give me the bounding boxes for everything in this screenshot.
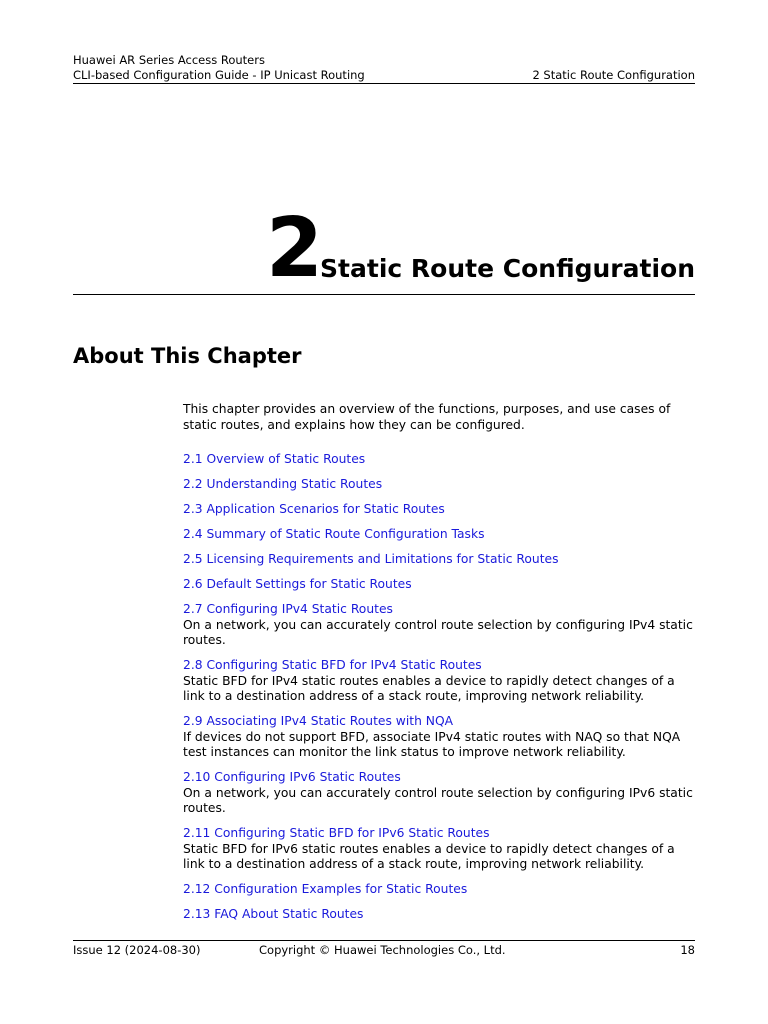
toc-entry (183, 714, 695, 761)
toc-link[interactable]: 2.2 Understanding Static Routes (183, 477, 383, 491)
toc-entry (183, 658, 695, 705)
header-chapter-ref: 2 Static Route Configuration (532, 68, 695, 82)
toc-link[interactable]: 2.10 Configuring IPv6 Static Routes (183, 770, 401, 784)
toc-entry (183, 502, 695, 518)
toc-entry (183, 552, 695, 568)
toc-description: On a network, you can accurately control route selection by configuring IPv4 static routes. (183, 617, 693, 647)
toc-link[interactable]: 2.4 Summary of Static Route Configuration Tasks (183, 527, 485, 541)
chapter-title: Static Route Configuration (320, 254, 695, 283)
toc-entry (183, 770, 695, 817)
page-number: 18 (680, 943, 695, 957)
footer-copyright: Copyright © Huawei Technologies Co., Ltd. (259, 943, 506, 957)
toc-link[interactable]: 2.12 Configuration Examples for Static Routes (183, 882, 468, 896)
header-product: Huawei AR Series Access Routers (73, 53, 265, 67)
toc-description: If devices do not support BFD, associate IPv4 static routes with NAQ so that NQA test instances can monitor the link status to improve network reliability. (183, 729, 681, 759)
chapter-contents (183, 402, 695, 932)
intro-paragraph: This chapter provides an overview of the functions, purposes, and use cases of static routes, and explains how they can be configured. (183, 402, 671, 432)
toc-list (183, 452, 695, 923)
toc-link[interactable]: 2.3 Application Scenarios for Static Routes (183, 502, 445, 516)
chapter-number: 2 (265, 201, 321, 296)
toc-entry (183, 826, 695, 873)
toc-link[interactable]: 2.5 Licensing Requirements and Limitations for Static Routes (183, 552, 559, 566)
page-header (73, 52, 695, 84)
toc-entry (183, 452, 695, 468)
toc-entry (183, 527, 695, 543)
toc-link[interactable]: 2.7 Configuring IPv4 Static Routes (183, 602, 393, 616)
toc-entry (183, 882, 695, 898)
toc-link[interactable]: 2.13 FAQ About Static Routes (183, 907, 364, 921)
section-heading: About This Chapter (73, 344, 302, 368)
toc-link[interactable]: 2.1 Overview of Static Routes (183, 452, 366, 466)
toc-entry (183, 477, 695, 493)
footer-issue: Issue 12 (2024-08-30) (73, 943, 201, 957)
toc-link[interactable]: 2.11 Configuring Static BFD for IPv6 Static Routes (183, 826, 490, 840)
chapter-title-block (73, 201, 695, 296)
toc-link[interactable]: 2.8 Configuring Static BFD for IPv4 Static Routes (183, 658, 482, 672)
toc-entry (183, 602, 695, 649)
toc-description: On a network, you can accurately control route selection by configuring IPv6 static routes. (183, 785, 693, 815)
header-guide-title: CLI-based Configuration Guide - IP Unicast Routing (73, 68, 365, 82)
toc-entry (183, 907, 695, 923)
toc-entry (183, 577, 695, 593)
toc-description: Static BFD for IPv4 static routes enables a device to rapidly detect changes of a link to a destination address of a stack route, improving network reliability. (183, 673, 675, 703)
toc-description: Static BFD for IPv6 static routes enables a device to rapidly detect changes of a link to a destination address of a stack route, improving network reliability. (183, 841, 675, 871)
toc-link[interactable]: 2.6 Default Settings for Static Routes (183, 577, 412, 591)
toc-link[interactable]: 2.9 Associating IPv4 Static Routes with NQA (183, 714, 454, 728)
page-footer (73, 940, 695, 961)
